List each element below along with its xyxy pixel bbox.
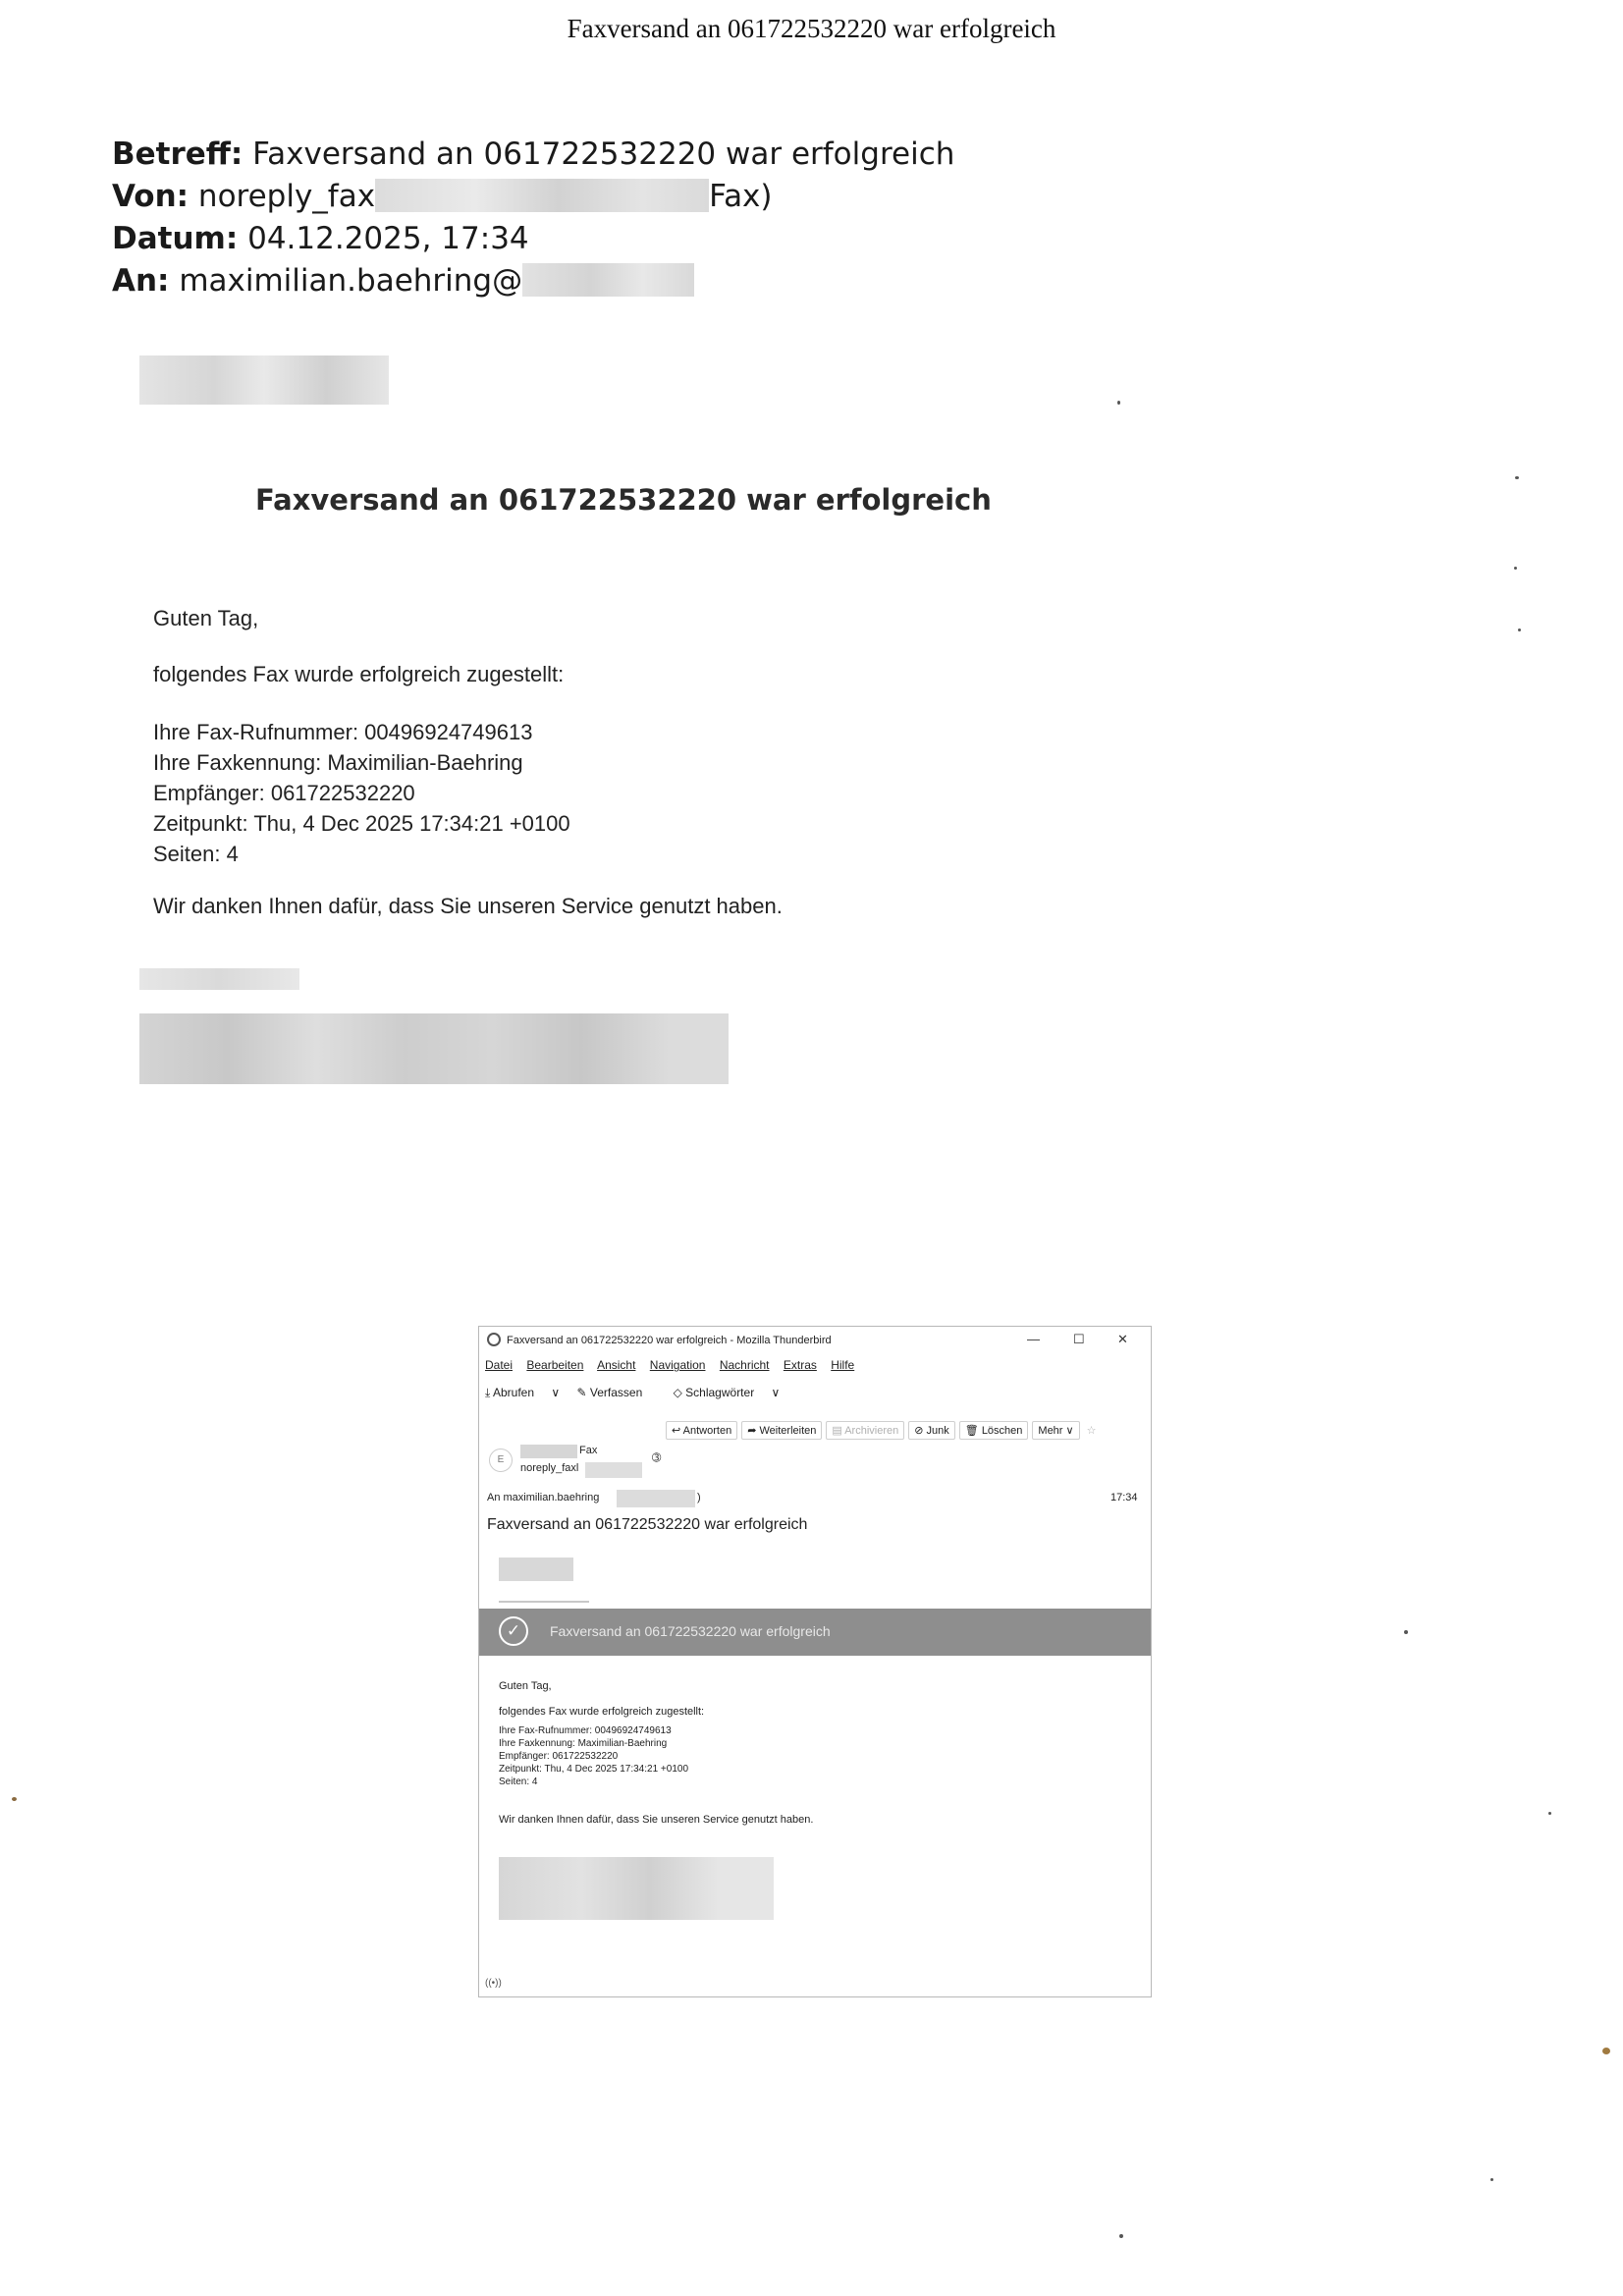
to-value: maximilian.baehring@ [179,263,523,299]
detail-line: Ihre Fax-Rufnummer: 00496924749613 [153,720,533,744]
menu-hilfe[interactable]: Hilfe [831,1358,855,1372]
menu-extras[interactable]: Extras [783,1358,817,1372]
scan-speck [1119,2234,1123,2238]
compose-button[interactable]: ✎ Verfassen [576,1386,643,1399]
detail-line: Zeitpunkt: Thu, 4 Dec 2025 17:34:21 +0100 [153,811,570,836]
compose-label: Verfassen [589,1386,643,1399]
email-headers [112,134,954,302]
tags-button[interactable]: ◇ Schlagwörter ∨ [673,1386,781,1399]
tb-detail-line: Ihre Faxkennung: Maximilian-Baehring [499,1738,668,1749]
redacted-logo [139,355,389,405]
banner-text: Faxversand an 061722532220 war erfolgreich [550,1623,831,1639]
from-name-redacted [520,1445,577,1458]
reply-label: Antworten [682,1425,732,1437]
tb-detail-line: Seiten: 4 [499,1777,538,1787]
junk-button[interactable]: ⊘ Junk [908,1421,955,1440]
to-line-end: ) [697,1492,701,1503]
date-row [112,218,954,260]
delete-label: Löschen [981,1425,1023,1437]
scan-speck [1404,1630,1408,1634]
redacted-signature-line [139,968,299,990]
more-button[interactable]: Mehr ∨ [1032,1421,1079,1440]
tb-detail-line: Zeitpunkt: Thu, 4 Dec 2025 17:34:21 +0100 [499,1764,689,1775]
scan-speck [1515,476,1519,479]
scan-speck [1490,2178,1493,2181]
detail-line: Empfänger: 061722532220 [153,781,415,805]
main-toolbar [485,1386,793,1400]
to-redacted [522,263,694,297]
tb-intro: folgendes Fax wurde erfolgreich zugestellt: [499,1706,705,1718]
greeting: Guten Tag, [153,606,259,630]
scan-speck [1548,1812,1551,1815]
date-value: 04.12.2025, 17:34 [247,221,529,256]
from-row [112,176,954,218]
message-subject: Faxversand an 061722532220 war erfolgreich [487,1516,808,1533]
scan-speck [1514,567,1517,570]
tb-greeting: Guten Tag, [499,1680,552,1692]
from-name-end: Fax [579,1445,598,1456]
detail-line: Seiten: 4 [153,842,239,866]
forward-label: Weiterleiten [759,1425,817,1437]
thunderbird-screenshot [478,1326,1152,1997]
delete-button[interactable]: 🗑 Löschen [959,1421,1029,1440]
message-title: Faxversand an 061722532220 war erfolgreich [255,483,992,517]
from-value-start: noreply_fax [197,179,376,214]
archive-label: Archivieren [844,1425,899,1437]
menu-bearbeiten[interactable]: Bearbeiten [526,1358,584,1372]
menu-navigation[interactable]: Navigation [649,1358,706,1372]
checkmark-icon: ✓ [499,1616,528,1646]
to-row [112,260,954,302]
menu-datei[interactable]: Datei [485,1358,514,1372]
archive-button[interactable]: ▤ Archivieren [826,1421,904,1440]
fax-details [153,717,570,869]
tb-redacted-signature [499,1857,774,1920]
from-label: Von: [112,179,189,214]
window-titlebar [479,1327,1151,1354]
from-email[interactable]: noreply_faxl [520,1462,579,1474]
menu-ansicht[interactable]: Ansicht [597,1358,636,1372]
to-line: An maximilian.baehring [487,1492,600,1503]
window-title: Faxversand an 061722532220 war erfolgreich - Mozilla Thunderbird [507,1335,832,1346]
minimize-icon[interactable]: — [1027,1332,1040,1346]
avatar: E [489,1449,513,1472]
message-actions [666,1421,1097,1440]
subject-row [112,134,954,176]
more-label: Mehr [1038,1425,1063,1437]
fetch-button[interactable]: ⤓ Abrufen ∨ [485,1386,561,1399]
junk-label: Junk [926,1425,949,1437]
divider [499,1601,589,1603]
tb-closing: Wir danken Ihnen dafür, dass Sie unseren Service genutzt haben. [499,1814,814,1826]
tb-detail-line: Empfänger: 061722532220 [499,1751,619,1762]
tb-fax-details [499,1724,688,1788]
tb-detail-line: Ihre Fax-Rufnummer: 00496924749613 [499,1725,672,1736]
fetch-label: Abrufen [492,1386,535,1399]
contact-icon[interactable]: ➂ [652,1452,662,1464]
scan-speck [12,1797,17,1801]
scan-speck [1518,629,1521,631]
scan-speck [1117,401,1120,405]
maximize-icon[interactable]: ☐ [1073,1332,1085,1346]
tags-label: Schlagwörter [685,1386,755,1399]
thunderbird-icon [487,1333,501,1346]
scan-speck [1602,2048,1610,2054]
message-time: 17:34 [1110,1492,1138,1503]
intro-text: folgendes Fax wurde erfolgreich zugestellt: [153,662,565,686]
subject-label: Betreff: [112,137,243,172]
from-value-end: Fax) [709,179,773,214]
forward-button[interactable]: ➦ Weiterleiten [741,1421,822,1440]
to-label: An: [112,263,170,299]
from-redacted [375,179,709,212]
redacted-signature-block [139,1013,729,1084]
success-banner [479,1609,1151,1656]
closing-text: Wir danken Ihnen dafür, dass Sie unseren Service genutzt haben. [153,894,783,918]
close-icon[interactable]: ✕ [1117,1332,1128,1346]
reply-button[interactable]: ↩ Antworten [666,1421,737,1440]
star-icon[interactable]: ☆ [1086,1425,1097,1437]
status-icon: ((•)) [485,1978,502,1989]
page-title: Faxversand an 061722532220 war erfolgreich [567,14,1056,43]
menu-bar [485,1358,865,1372]
menu-nachricht[interactable]: Nachricht [719,1358,770,1372]
subject-value: Faxversand an 061722532220 war erfolgreich [252,137,955,172]
to-line-redacted [617,1490,695,1507]
from-email-redacted [585,1462,642,1478]
detail-line: Ihre Faxkennung: Maximilian-Baehring [153,750,523,775]
date-label: Datum: [112,221,239,256]
redacted-logo [499,1558,573,1581]
